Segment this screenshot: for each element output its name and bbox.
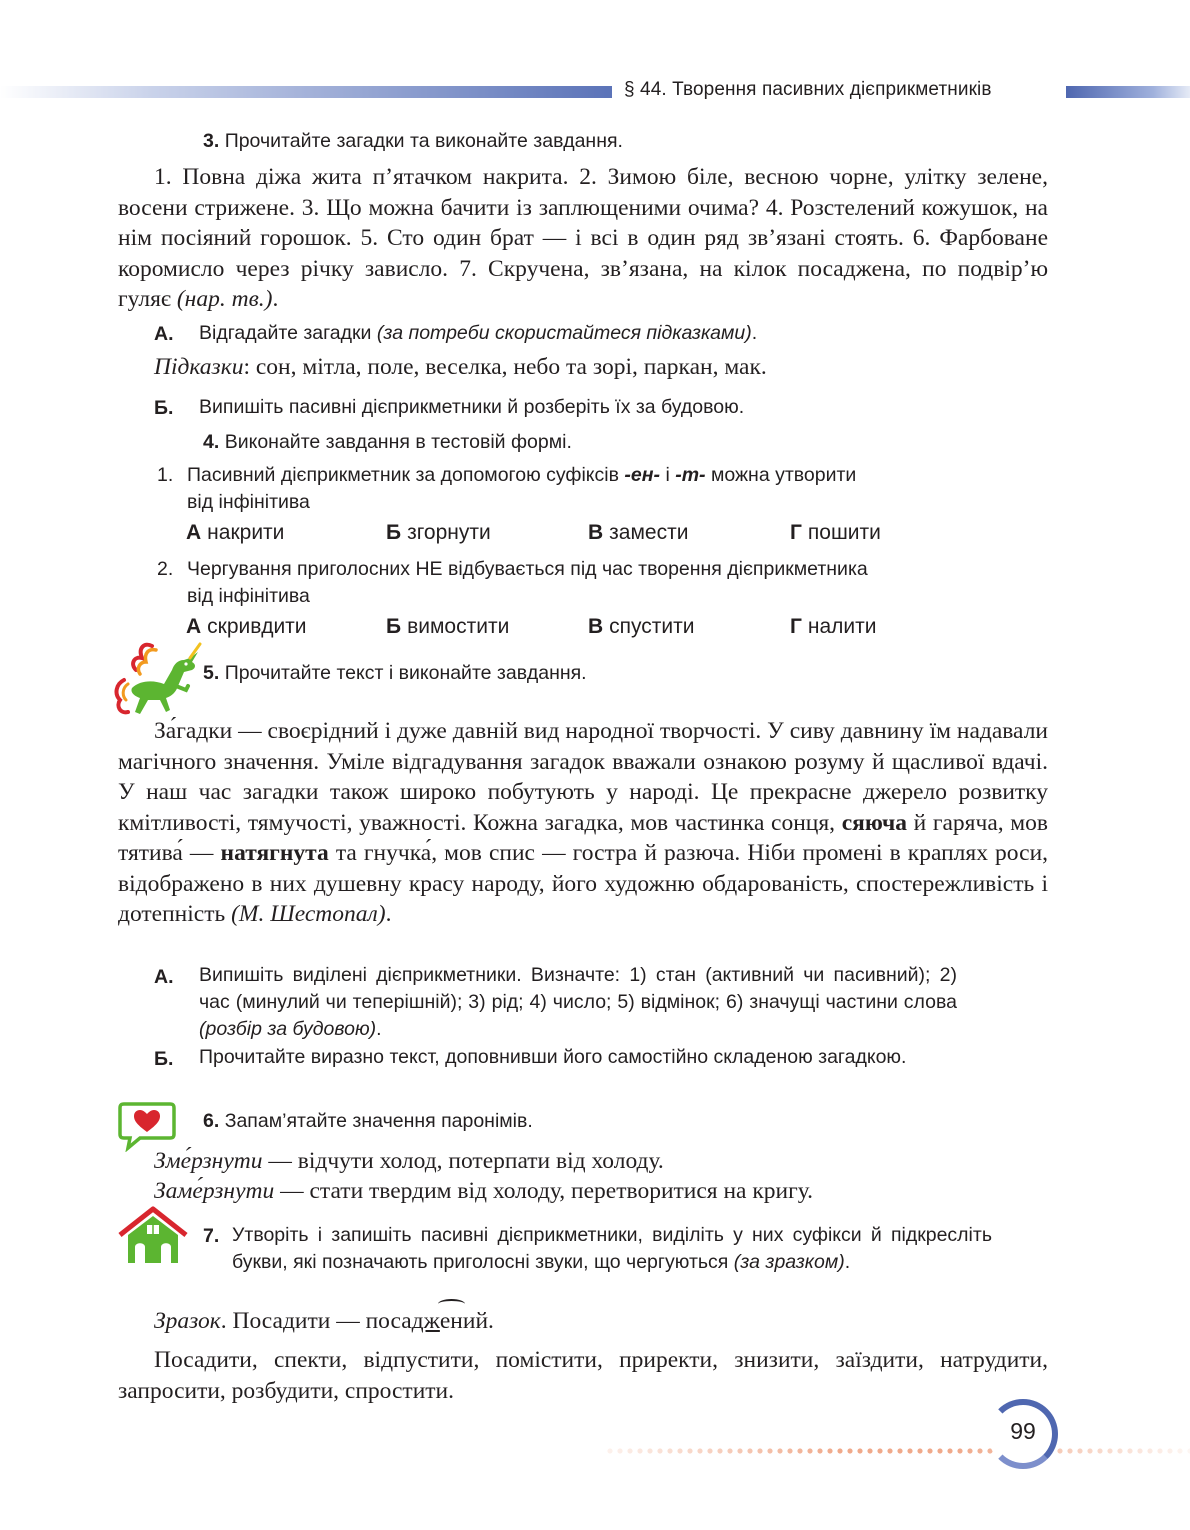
- suffix-t: -т-: [675, 464, 706, 486]
- highlighted-participle: сяюча: [841, 809, 907, 836]
- task-5-a-text: Випишіть виділені дієприкметники. Визначте: 1) стан (активний чи пасивний); 2) час (минулий чи теперішній); 3) рід; 4) число; 5) відмінок; 6) значущі частини слова (розбір за будовою).: [199, 964, 957, 1040]
- task-instruction: Виконайте завдання в тестовій формі.: [224, 431, 572, 453]
- house-icon: [118, 1205, 188, 1265]
- riddles-essay-paragraph: За́гадки — своєрідний і дуже давній вид народної творчості. У сиву давнину їм надавали магічного значення. Уміле відгадування загадок вважали ознакою розуму й щасливої вдачі. У наш час загадки також широко побутують у народі. Це прекрасне джерело розвитку кмітливості, тямучості, уважності. Кожна загадка, мов частинка сонця, сяюча й гаряча, мов тятива́ — натягнута та гнучка́, мов спис — гостра й разюча. Ніби промені в краплях роси, відображено в них душевну красу народу, його художню обдарованість, спостережливість і дотепність (М. Шестопал).: [118, 718, 1049, 927]
- task-instruction: Запам’ятайте значення паронімів.: [224, 1110, 533, 1132]
- text-source: (М. Шестопал): [231, 901, 386, 927]
- task-number: 6.: [203, 1110, 220, 1132]
- task-7-instruction: Утворіть і запишіть пасивні дієприкметники, виділіть у них суфікси й підкресліть букви, які позначають приголосні звуки, що чергуються (за зразком).: [232, 1224, 992, 1273]
- option-h[interactable]: Г налити: [790, 615, 877, 638]
- option-a[interactable]: А скривдити: [186, 615, 307, 638]
- option-b[interactable]: Б вимостити: [386, 615, 510, 638]
- footer-dots: [605, 1447, 1190, 1455]
- page-number: 99: [1010, 1418, 1036, 1444]
- alternating-letters: дж: [411, 1308, 440, 1334]
- task-5-a-label: А.: [154, 966, 174, 988]
- header-bar-right: [1066, 86, 1190, 98]
- task-6-heading: [203, 1110, 533, 1133]
- sample-label: Зразок: [154, 1308, 221, 1334]
- option-v[interactable]: В спустити: [588, 615, 695, 638]
- task-3-b-text: Випишіть пасивні дієприкметники й розберіть їх за будовою.: [199, 396, 745, 418]
- running-header-title: § 44. Творення пасивних дієприкметників: [624, 79, 992, 100]
- task-4-heading: [203, 431, 572, 454]
- suffix-en: -ен-: [624, 464, 661, 486]
- paronym-word: Заме́рзнути: [154, 1178, 275, 1204]
- question-2-text: Чергування приголосних НЕ відбувається під час творення дієприкметника від інфінітива: [187, 558, 868, 607]
- hints-line: Підказки: сон, мітла, поле, веселка, небо та зорі, паркан, мак.: [154, 354, 767, 380]
- unicorn-icon: [112, 640, 204, 722]
- task-7-number: 7.: [203, 1225, 220, 1247]
- task-number: 5.: [203, 662, 220, 684]
- option-a[interactable]: А накрити: [186, 521, 285, 544]
- task-number: 3.: [203, 130, 220, 152]
- question-1-text: Пасивний дієприкметник за допомогою суфіксів -ен- і -т- можна утворити від інфінітива: [187, 464, 857, 513]
- words-list-paragraph: Посадити, спекти, відпустити, помістити, приректи, знизити, заїздити, натрудити, запросити, розбудити, спростити.: [118, 1347, 1048, 1404]
- task-5-b-label: Б.: [154, 1048, 174, 1070]
- question-1-number: 1.: [157, 464, 174, 486]
- paronym-line-1: Зме́рзнути — відчути холод, потерпати від холоду.: [154, 1148, 664, 1174]
- question-2-number: 2.: [157, 558, 174, 580]
- task-number: 4.: [203, 431, 220, 453]
- task-3-a-text: Відгадайте загадки (за потреби скористайтеся підказками).: [199, 322, 758, 344]
- task-3-heading: [203, 130, 623, 153]
- paronym-word: Зме́рзнути: [154, 1148, 263, 1174]
- sample-line: Зразок. Посадити — посаджений.: [154, 1308, 494, 1334]
- task-instruction: Прочитайте текст і виконайте завдання.: [224, 662, 587, 684]
- task-3-b-label: Б.: [154, 397, 174, 419]
- task-instruction: Прочитайте загадки та виконайте завдання.: [224, 130, 623, 152]
- suffix-mark: ен: [439, 1308, 463, 1334]
- riddles-source: (нар. тв.): [176, 286, 273, 312]
- option-b[interactable]: Б згорнути: [386, 521, 491, 544]
- task-3-a-label: А.: [154, 323, 174, 345]
- hints-label: Підказки: [154, 354, 244, 380]
- highlighted-participle: натягнута: [220, 840, 329, 866]
- header-bar-left: [0, 86, 612, 98]
- task-5-b-text: Прочитайте виразно текст, доповнивши його самостійно складеною загадкою.: [199, 1046, 907, 1068]
- paronym-line-2: Заме́рзнути — стати твердим від холоду, перетворитися на кригу.: [154, 1178, 814, 1204]
- heart-chat-icon: [118, 1100, 178, 1152]
- riddles-paragraph: 1. Повна діжа жита п’ятачком накрита. 2. Зимою біле, весною чорне, улітку зелене, восени стрижене. 3. Що можна бачити із заплющеними очима? 4. Розстелений кожушок, на нім посіяний горошок. 5. Сто один брат — і всі в один ряд зв’язані стоять. 6. Фарбоване коромисло через річку зависло. 7. Скручена, зв’язана, на кілок посаджена, по подвір’ю гуляє (нар. тв.).: [118, 164, 1048, 312]
- option-h[interactable]: Г пошити: [790, 521, 881, 544]
- task-5-heading: [203, 662, 587, 685]
- option-v[interactable]: В замести: [588, 521, 689, 544]
